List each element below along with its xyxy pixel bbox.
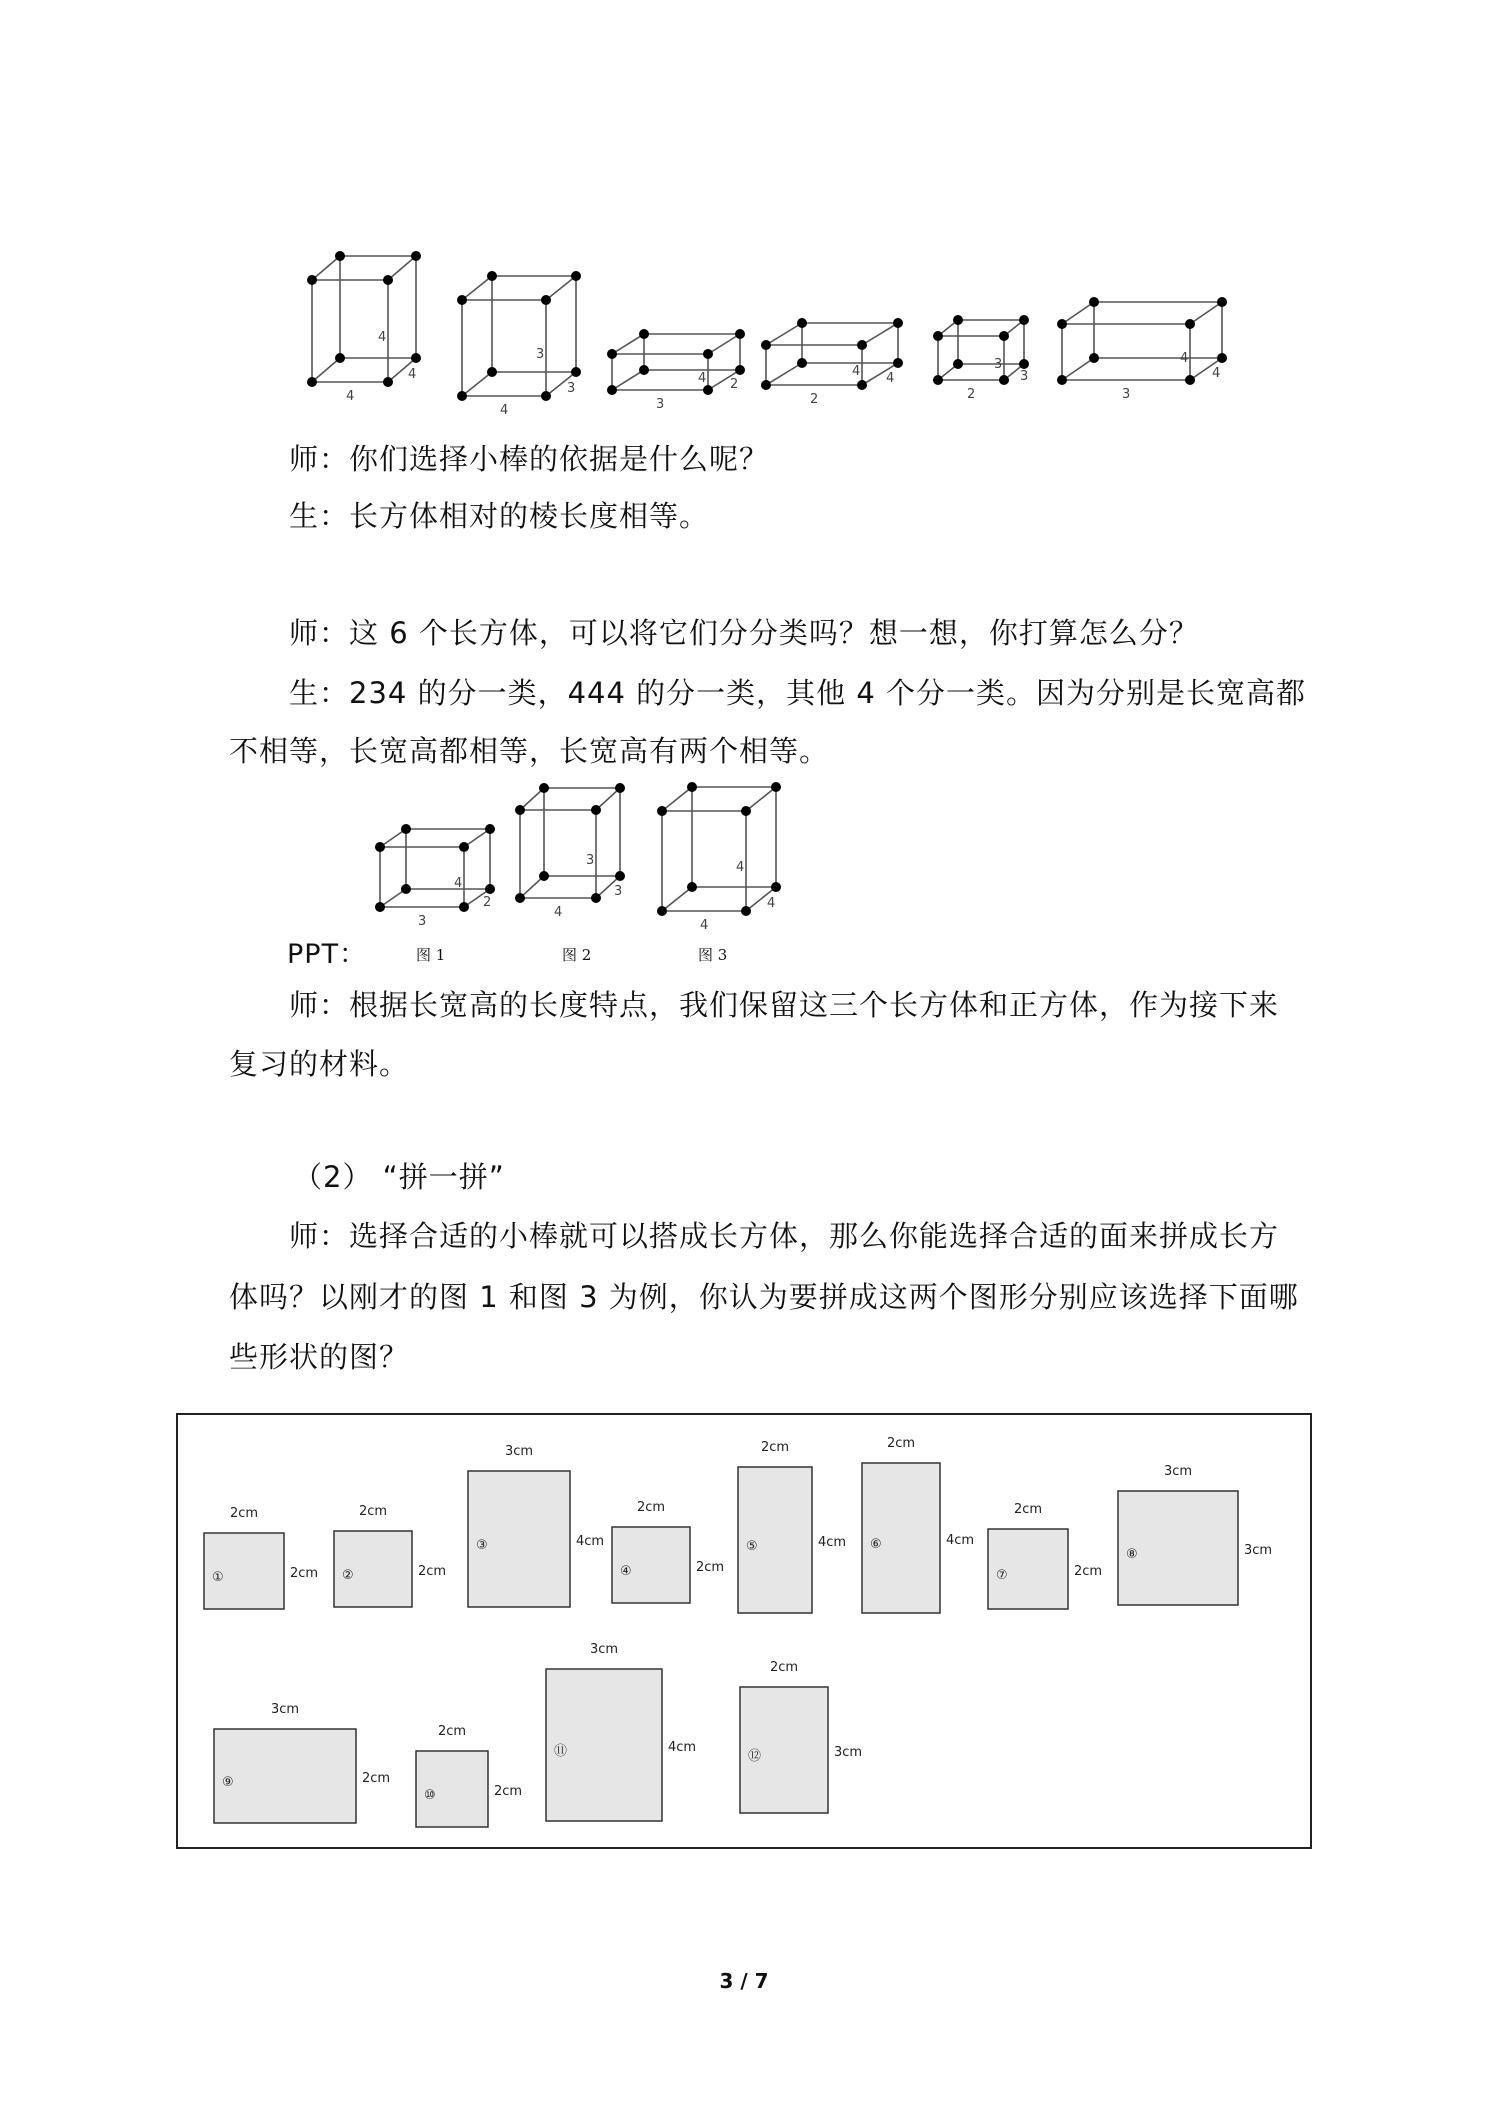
height-label: 2cm xyxy=(1074,1564,1103,1579)
dialog-line: 不相等，长宽高都相等，长宽高有两个相等。 xyxy=(229,734,830,768)
cuboid-edge xyxy=(388,256,416,280)
vertex-dot xyxy=(615,871,625,881)
cuboid xyxy=(307,251,421,404)
vertex-dot xyxy=(515,893,525,903)
face-shape xyxy=(416,1724,522,1827)
cuboid-depth-label: 4 xyxy=(1212,366,1221,381)
vertex-dot xyxy=(1217,353,1227,363)
vertex-dot xyxy=(933,331,943,341)
cuboid-height-label: 4 xyxy=(698,371,707,386)
shape-number: ⑥ xyxy=(870,1537,882,1552)
width-label: 2cm xyxy=(769,1660,799,1675)
face-shape xyxy=(204,1506,318,1609)
cuboid-edge xyxy=(662,887,692,911)
face-shape xyxy=(612,1500,724,1603)
face-shape xyxy=(214,1702,390,1823)
vertex-dot xyxy=(735,365,745,375)
vertex-dot xyxy=(515,805,525,815)
dialog-line: 些形状的图？ xyxy=(229,1340,410,1374)
cuboid-depth-label: 4 xyxy=(886,371,895,386)
height-label: 4cm xyxy=(946,1533,975,1548)
vertex-dot xyxy=(761,340,771,350)
cuboid-length-label: 4 xyxy=(554,905,563,920)
vertex-dot xyxy=(953,315,963,325)
height-label: 3cm xyxy=(1244,1543,1273,1558)
page-number: 3 / 7 xyxy=(719,1969,769,1993)
section-heading: （2） “拼一拼” xyxy=(293,1160,505,1194)
vertex-dot xyxy=(1089,297,1099,307)
width-label: 2cm xyxy=(1013,1502,1043,1517)
face-rect xyxy=(214,1729,356,1823)
height-label: 2cm xyxy=(696,1560,725,1575)
figure-caption-2: 图 2 xyxy=(562,946,592,964)
dialog-line: 生：长方体相对的棱长度相等。 xyxy=(289,499,710,533)
vertex-dot xyxy=(657,906,667,916)
cuboid-edge xyxy=(766,363,802,385)
shape-number: ⑨ xyxy=(222,1775,234,1790)
face-shape xyxy=(334,1504,446,1607)
vertex-dot xyxy=(1185,319,1195,329)
vertex-dot xyxy=(1019,359,1029,369)
cuboid-length-label: 3 xyxy=(1122,387,1131,402)
vertex-dot xyxy=(703,349,713,359)
vertex-dot xyxy=(1217,297,1227,307)
vertex-dot xyxy=(999,375,1009,385)
ppt-label: PPT： xyxy=(287,939,368,970)
vertex-dot xyxy=(735,329,745,339)
shape-number: ⑪ xyxy=(554,1744,568,1759)
cuboid-depth-label: 4 xyxy=(408,367,417,382)
vertex-dot xyxy=(933,375,943,385)
vertex-dot xyxy=(771,882,781,892)
cuboid-edge xyxy=(312,358,340,382)
shape-number: ⑦ xyxy=(996,1568,1008,1583)
width-label: 2cm xyxy=(636,1500,666,1515)
vertex-dot xyxy=(857,340,867,350)
cuboid xyxy=(607,329,745,412)
cuboid-length-label: 4 xyxy=(500,403,509,418)
vertex-dot xyxy=(703,385,713,395)
vertex-dot xyxy=(485,824,495,834)
cuboid-height-label: 4 xyxy=(454,876,463,891)
vertex-dot xyxy=(457,295,467,305)
vertex-dot xyxy=(615,783,625,793)
width-label: 3cm xyxy=(270,1702,300,1717)
vertex-dot xyxy=(541,391,551,401)
cuboid-depth-label: 3 xyxy=(567,381,576,396)
cuboid-depth-label: 4 xyxy=(767,896,776,911)
dialog-line: 体吗？以刚才的图 1 和图 3 为例，你认为要拼成这两个图形分别应该选择下面哪 xyxy=(229,1280,1299,1314)
dialog-line: 复习的材料。 xyxy=(229,1047,410,1081)
vertex-dot xyxy=(1057,319,1067,329)
vertex-dot xyxy=(375,842,385,852)
width-label: 2cm xyxy=(437,1724,467,1739)
cuboid-edge xyxy=(612,370,644,390)
vertex-dot xyxy=(307,377,317,387)
vertex-dot xyxy=(383,377,393,387)
face-shape xyxy=(546,1642,696,1821)
vertex-dot xyxy=(541,295,551,305)
dialog-line: 师：根据长宽高的长度特点，我们保留这三个长方体和正方体，作为接下来 xyxy=(289,988,1280,1022)
cuboid-figure-row xyxy=(290,250,1221,418)
vertex-dot xyxy=(487,271,497,281)
cuboid-edge xyxy=(546,276,576,300)
cuboid-length-label: 2 xyxy=(967,387,976,402)
vertex-dot xyxy=(335,353,345,363)
vertex-dot xyxy=(1185,375,1195,385)
vertex-dot xyxy=(1089,353,1099,363)
vertex-dot xyxy=(571,271,581,281)
figure-caption-3: 图 3 xyxy=(698,946,728,964)
cuboid-edge xyxy=(312,256,340,280)
cuboid-depth-label: 2 xyxy=(730,377,739,392)
vertex-dot xyxy=(539,871,549,881)
cuboid-depth-label: 3 xyxy=(1020,369,1029,384)
vertex-dot xyxy=(687,782,697,792)
cuboid xyxy=(1057,297,1227,402)
face-shape xyxy=(740,1660,862,1813)
vertex-dot xyxy=(657,806,667,816)
cuboid-height-label: 4 xyxy=(736,860,745,875)
cuboid-edge xyxy=(1062,302,1094,324)
cuboid-length-label: 3 xyxy=(418,914,427,929)
width-label: 3cm xyxy=(589,1642,619,1657)
face-shape xyxy=(1118,1464,1272,1605)
vertex-dot xyxy=(1057,375,1067,385)
dialog-line: 师：选择合适的小棒就可以搭成长方体，那么你能选择合适的面来拼成长方 xyxy=(289,1219,1280,1253)
cuboid xyxy=(761,318,903,407)
width-label: 2cm xyxy=(229,1506,259,1521)
vertex-dot xyxy=(375,902,385,912)
vertex-dot xyxy=(639,329,649,339)
vertex-dot xyxy=(639,365,649,375)
cuboid-edge xyxy=(746,787,776,811)
shape-number: ② xyxy=(342,1568,354,1583)
dialog-line: 师：你们选择小棒的依据是什么呢？ xyxy=(289,442,770,476)
shape-number: ③ xyxy=(476,1538,488,1553)
vertex-dot xyxy=(485,884,495,894)
vertex-dot xyxy=(571,367,581,377)
cuboid xyxy=(657,782,781,933)
cuboid-depth-label: 2 xyxy=(483,895,492,910)
vertex-dot xyxy=(539,783,549,793)
face-shape xyxy=(988,1502,1102,1609)
height-label: 3cm xyxy=(834,1745,863,1760)
cuboid-length-label: 3 xyxy=(656,397,665,412)
vertex-dot xyxy=(741,806,751,816)
vertex-dot xyxy=(591,805,601,815)
vertex-dot xyxy=(797,318,807,328)
width-label: 2cm xyxy=(760,1440,790,1455)
vertex-dot xyxy=(411,353,421,363)
cuboid-height-label: 4 xyxy=(1180,351,1189,366)
cuboid-length-label: 4 xyxy=(700,918,709,933)
vertex-dot xyxy=(607,385,617,395)
cuboid-height-label: 3 xyxy=(586,853,595,868)
vertex-dot xyxy=(771,782,781,792)
width-label: 2cm xyxy=(886,1436,916,1451)
dialog-line: 师：这 6 个长方体，可以将它们分分类吗？想一想，你打算怎么分？ xyxy=(289,616,1199,650)
vertex-dot xyxy=(687,882,697,892)
height-label: 2cm xyxy=(418,1564,447,1579)
cuboid xyxy=(457,271,581,418)
cuboid-edge xyxy=(462,276,492,300)
vertex-dot xyxy=(953,359,963,369)
cuboid-edge xyxy=(662,787,692,811)
cuboid-height-label: 4 xyxy=(852,364,861,379)
height-label: 2cm xyxy=(494,1784,523,1799)
vertex-dot xyxy=(487,367,497,377)
vertex-dot xyxy=(607,349,617,359)
cuboid-edge xyxy=(462,372,492,396)
vertex-dot xyxy=(307,275,317,285)
vertex-dot xyxy=(741,906,751,916)
dialog-line: 生：234 的分一类，444 的分一类，其他 4 个分一类。因为分别是长宽高都 xyxy=(289,676,1307,710)
face-shapes xyxy=(176,1413,1312,1849)
cuboid-edge xyxy=(1190,302,1222,324)
height-label: 4cm xyxy=(576,1534,605,1549)
width-label: 3cm xyxy=(1163,1464,1193,1479)
shape-number: ① xyxy=(212,1570,224,1585)
vertex-dot xyxy=(893,318,903,328)
cuboid-edge xyxy=(708,334,740,354)
cuboid-height-label: 3 xyxy=(994,357,1003,372)
vertex-dot xyxy=(591,893,601,903)
cuboid-length-label: 4 xyxy=(346,389,355,404)
cuboid-edge xyxy=(612,334,644,354)
vertex-dot xyxy=(893,358,903,368)
cuboid-edge xyxy=(862,323,898,345)
vertex-dot xyxy=(457,391,467,401)
cuboid-depth-label: 3 xyxy=(614,884,623,899)
height-label: 2cm xyxy=(290,1566,319,1581)
cuboid xyxy=(515,783,625,920)
vertex-dot xyxy=(459,842,469,852)
selected-cuboid-figures xyxy=(370,785,800,933)
vertex-dot xyxy=(459,902,469,912)
shape-number: ⑧ xyxy=(1126,1547,1138,1562)
height-label: 4cm xyxy=(668,1740,697,1755)
shape-number: ⑩ xyxy=(424,1788,436,1803)
height-label: 4cm xyxy=(818,1535,847,1550)
face-shape xyxy=(738,1440,846,1613)
width-label: 2cm xyxy=(358,1504,388,1519)
shape-number: ④ xyxy=(620,1564,632,1579)
figure-caption-1: 图 1 xyxy=(416,946,446,964)
vertex-dot xyxy=(1019,315,1029,325)
cuboid-edge xyxy=(1062,358,1094,380)
height-label: 2cm xyxy=(362,1771,391,1786)
shape-number: ⑫ xyxy=(748,1749,762,1764)
cuboid-height-label: 3 xyxy=(536,347,545,362)
cuboid xyxy=(933,315,1029,402)
cuboid-edge xyxy=(766,323,802,345)
face-shape xyxy=(468,1444,604,1607)
vertex-dot xyxy=(411,251,421,261)
vertex-dot xyxy=(761,380,771,390)
cuboid-height-label: 4 xyxy=(378,330,387,345)
cuboid xyxy=(375,824,495,929)
vertex-dot xyxy=(797,358,807,368)
face-shape xyxy=(862,1436,974,1613)
cuboid-length-label: 2 xyxy=(810,392,819,407)
shape-number: ⑤ xyxy=(746,1539,758,1554)
vertex-dot xyxy=(335,251,345,261)
width-label: 3cm xyxy=(504,1444,534,1459)
vertex-dot xyxy=(999,331,1009,341)
vertex-dot xyxy=(401,884,411,894)
vertex-dot xyxy=(401,824,411,834)
vertex-dot xyxy=(383,275,393,285)
vertex-dot xyxy=(857,380,867,390)
